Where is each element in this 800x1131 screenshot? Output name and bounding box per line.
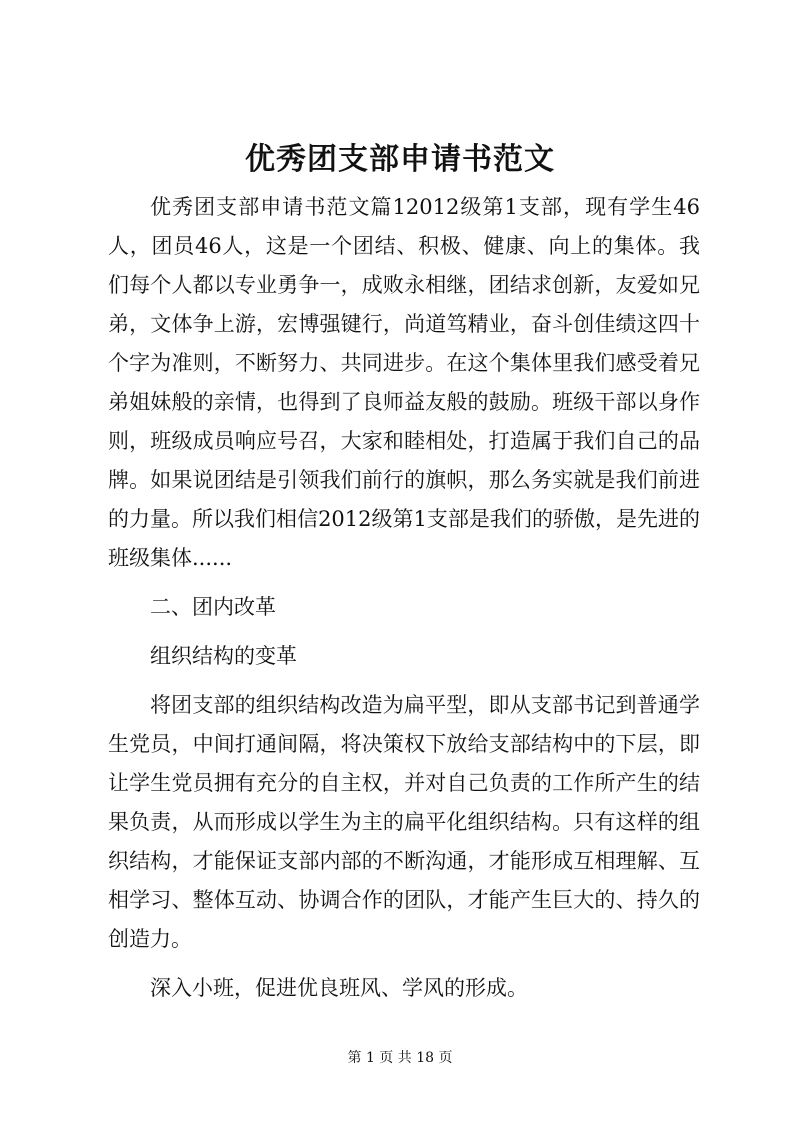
paragraph-small-class: 深入小班，促进优良班风、学风的形成。 (150, 976, 528, 1000)
page-footer: 第 1 页 共 18 页 (347, 1050, 453, 1066)
subheading-org-structure: 组织结构的变革 (150, 644, 297, 668)
paragraph-org-structure: 将团支部的组织结构改造为扁平型，即从支部书记到普通学生党员，中间打通间隔，将决策权下放给支部结构中的下层，即让学生党员拥有充分的自主权，并对自己负责的工作所产生的结果负责，从而形成以学生为主的扁平化组织结构。只有这样的组织结构，才能保证支部内部的不断沟通，才能形成互相理解、互相学习、整体互动、协调合作的团队，才能产生巨大的、持久的创造力。 (108, 693, 700, 951)
paragraph-intro: 优秀团支部申请书范文篇12012级第1支部，现有学生46人，团员46人，这是一个团结、积极、健康、向上的集体。我们每个人都以专业勇争一，成败永相继，团结求创新，友爱如兄弟，文体争上游，宏博强键行，尚道笃精业，奋斗创佳绩这四十个字为准则，不断努力、共同进步。在这个集体里我们感受着兄弟姐妹般的亲情，也得到了良师益友般的鼓励。班级干部以身作则，班级成员响应号召，大家和睦相处，打造属于我们自己的品牌。如果说团结是引领我们前行的旗帜，那么务实就是我们前进的力量。所以我们相信2012级第1支部是我们的骄傲，是先进的班级集体...... (108, 195, 700, 570)
document-body (108, 188, 700, 1008)
section-heading-reform: 二、团内改革 (150, 595, 276, 619)
document-title: 优秀团支部申请书范文 (245, 142, 555, 177)
